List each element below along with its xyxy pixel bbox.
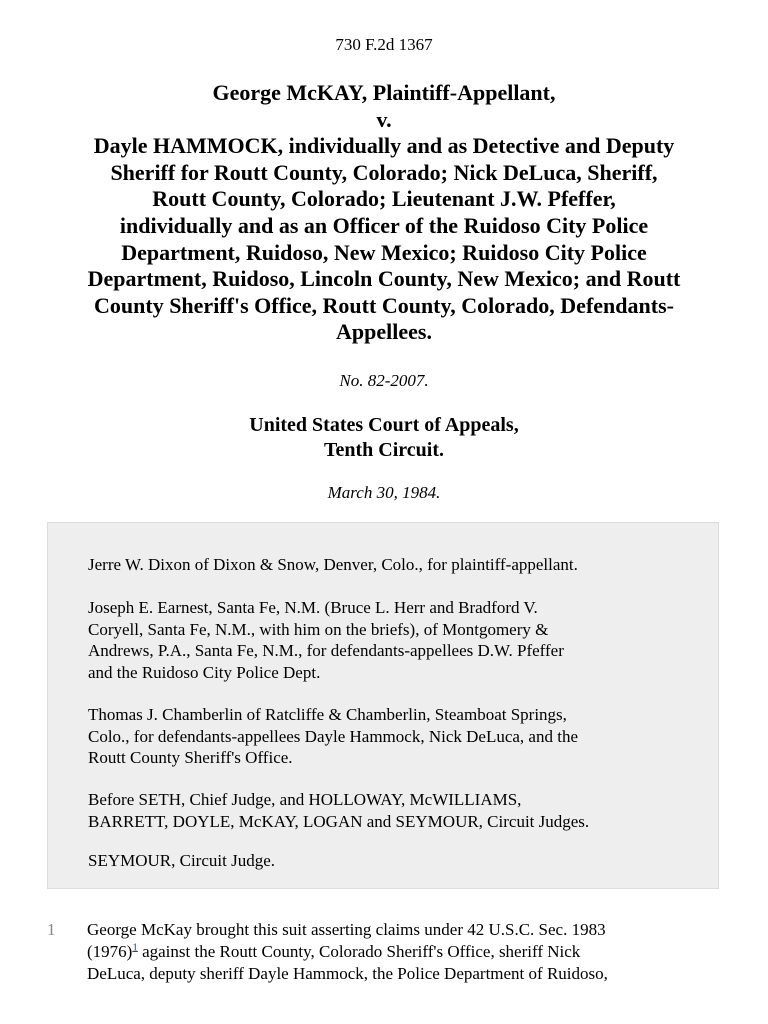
case-citation: 730 F.2d 1367 (335, 35, 433, 54)
counsel-line: Andrews, P.A., Santa Fe, N.M., for defendants-appellees D.W. Pfeffer (88, 641, 564, 660)
counsel-text: Jerre W. Dixon of Dixon & Snow, Denver, Colo., for plaintiff-appellant. (88, 555, 578, 574)
paragraph-line: George McKay brought this suit asserting claims under 42 U.S.C. Sec. 1983 (87, 920, 606, 939)
counsel-paragraph (88, 704, 688, 769)
caption-line: George McKAY, Plaintiff-Appellant, (212, 80, 556, 105)
counsel-line: Colo., for defendants-appellees Dayle Hammock, Nick DeLuca, and the (88, 726, 578, 746)
panel-judges (88, 789, 688, 832)
counsel-paragraph (88, 597, 688, 683)
caption-line: individually and as an Officer of the Ruidoso City Police (119, 212, 649, 238)
caption-line: Department, Ruidoso, New Mexico; Ruidoso City Police (121, 239, 647, 265)
case-caption (40, 80, 728, 346)
footnote-link[interactable]: 1 (132, 941, 138, 954)
opinion-paragraph (87, 919, 707, 985)
caption-line: v. (376, 106, 392, 132)
court-name (0, 413, 768, 463)
caption-line: Sheriff for Routt County, Colorado; Nick DeLuca, Sheriff, (110, 159, 658, 185)
counsel-line: Before SETH, Chief Judge, and HOLLOWAY, McWILLIAMS, (88, 790, 522, 809)
counsel-line: and the Ruidoso City Police Dept. (88, 662, 321, 682)
counsel-line: BARRETT, DOYLE, McKAY, LOGAN and SEYMOUR, Circuit Judges. (88, 811, 590, 831)
paragraph-line: (1976) (87, 942, 133, 961)
counsel-panel (47, 522, 719, 889)
docket-number: No. 82-2007. (339, 371, 429, 390)
court-line: United States Court of Appeals, (249, 414, 519, 436)
counsel-paragraph (88, 554, 688, 576)
counsel-line: Routt County Sheriff's Office. (88, 748, 293, 767)
decision-date: March 30, 1984. (327, 483, 441, 502)
court-line: Tenth Circuit. (323, 439, 445, 461)
counsel-line: Coryell, Santa Fe, N.M., with him on the briefs), of Montgomery & (88, 619, 549, 639)
caption-line: Routt County, Colorado; Lieutenant J.W. Pfeffer, (152, 186, 616, 212)
paragraph-number: 1 (47, 920, 56, 939)
caption-line: Dayle HAMMOCK, individually and as Detective and Deputy (93, 133, 675, 159)
paragraph-line: against the Routt County, Colorado Sheriff's Office, sheriff Nick (137, 942, 581, 961)
counsel-line: Joseph E. Earnest, Santa Fe, N.M. (Bruce L. Herr and Bradford V. (88, 598, 538, 617)
caption-line: Appellees. (336, 319, 432, 345)
paragraph-line: DeLuca, deputy sheriff Dayle Hammock, the Police Department of Ruidoso, (87, 964, 608, 983)
caption-line: Department, Ruidoso, Lincoln County, New Mexico; and Routt (87, 266, 681, 292)
caption-line: County Sheriff's Office, Routt County, Colorado, Defendants- (94, 292, 674, 318)
opinion-author (88, 850, 688, 872)
counsel-line: Thomas J. Chamberlin of Ratcliffe & Chamberlin, Steamboat Springs, (88, 705, 567, 724)
counsel-text: SEYMOUR, Circuit Judge. (88, 851, 275, 870)
